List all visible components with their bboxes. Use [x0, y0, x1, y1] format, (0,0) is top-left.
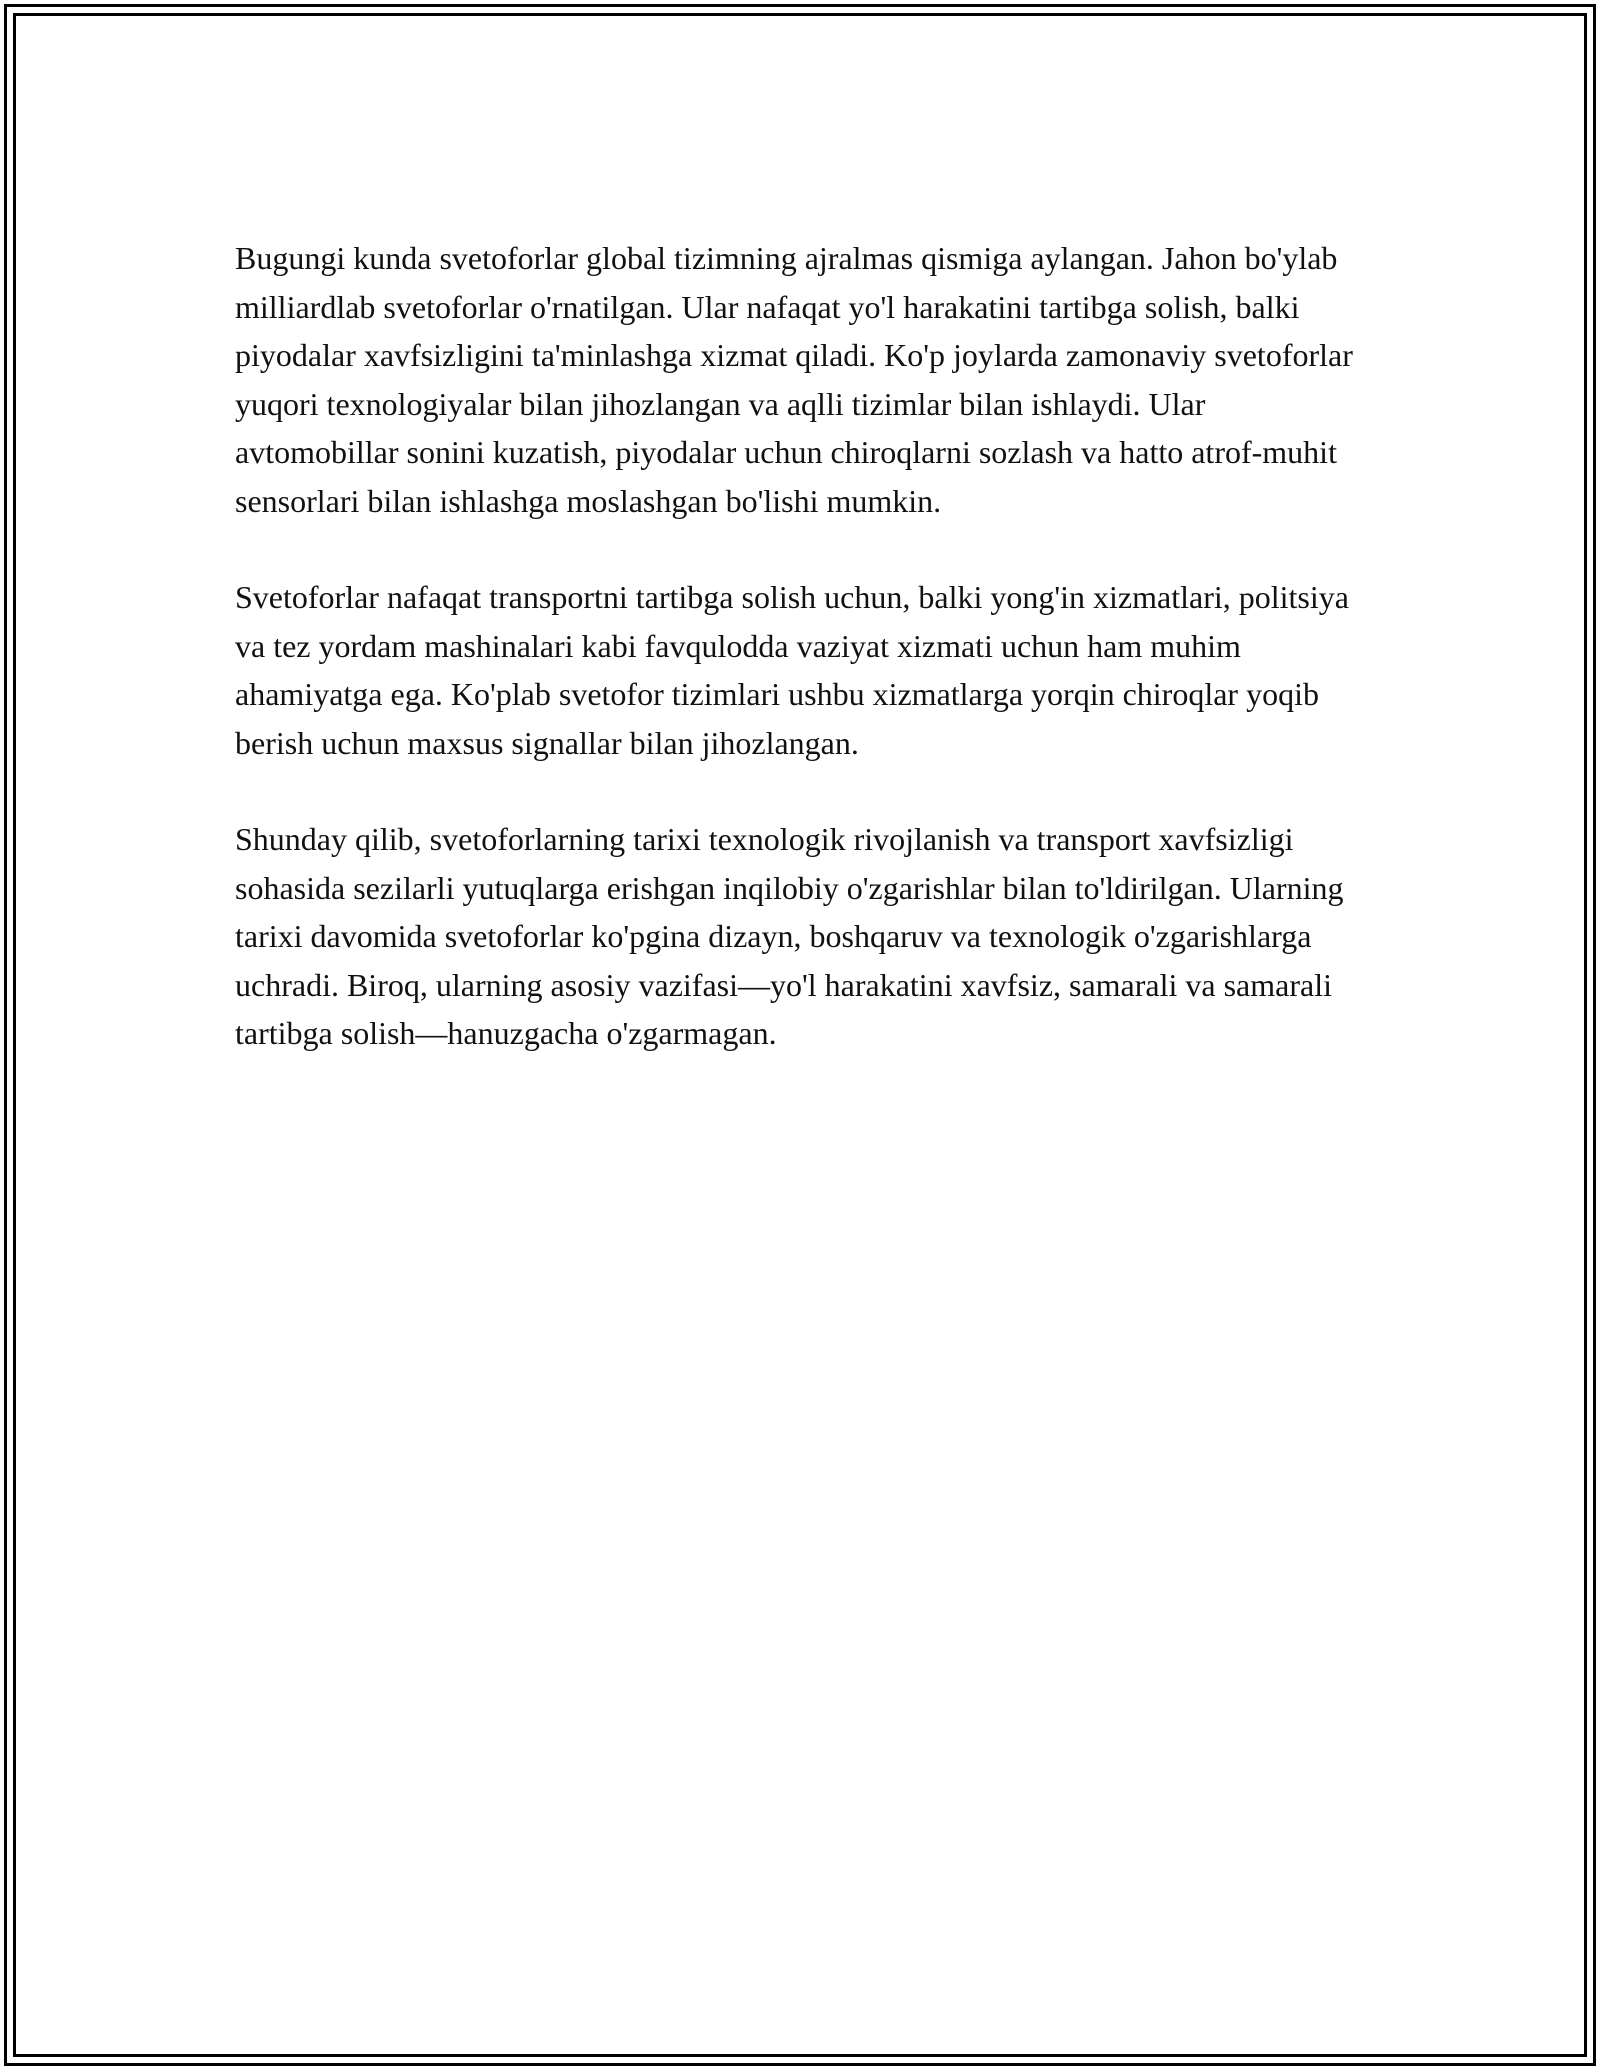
paragraph-3: Shunday qilib, svetoforlarning tarixi texnologik rivojlanish va transport xavfsizligi sohasida sezilarli yutuqlarga erishgan inqilobiy o'zgarishlar bilan to'ldirilgan. Ularning tarixi davomida svetoforlar ko'pgina dizayn, boshqaruv va texnologik o'zgarishlarga uchradi. Biroq, ularning asosiy vazifasi—yo'l harakatini xavfsiz, samarali va samarali tartibga solish—hanuzgacha o'zgarmagan. [235, 821, 1344, 1051]
document-body [235, 234, 1370, 1106]
paragraph-1: Bugungi kunda svetoforlar global tizimning ajralmas qismiga aylangan. Jahon bo'ylab milliardlab svetoforlar o'rnatilgan. Ular nafaqat yo'l harakatini tartibga solish, balki piyodalar xavfsizligini ta'minlashga xizmat qiladi. Ko'p joylarda zamonaviy svetoforlar yuqori texnologiyalar bilan jihozlangan va aqlli tizimlar bilan ishlaydi. Ular avtomobillar sonini kuzatish, piyodalar uchun chiroqlarni sozlash va hatto atrof-muhit sensorlari bilan ishlashga moslashgan bo'lishi mumkin. [235, 240, 1353, 519]
paragraph-2: Svetoforlar nafaqat transportni tartibga solish uchun, balki yong'in xizmatlari, politsiya va tez yordam mashinalari kabi favqulodda vaziyat xizmati uchun ham muhim ahamiyatga ega. Ko'plab svetofor tizimlari ushbu xizmatlarga yorqin chiroqlar yoqib berish uchun maxsus signallar bilan jihozlangan. [235, 579, 1349, 761]
